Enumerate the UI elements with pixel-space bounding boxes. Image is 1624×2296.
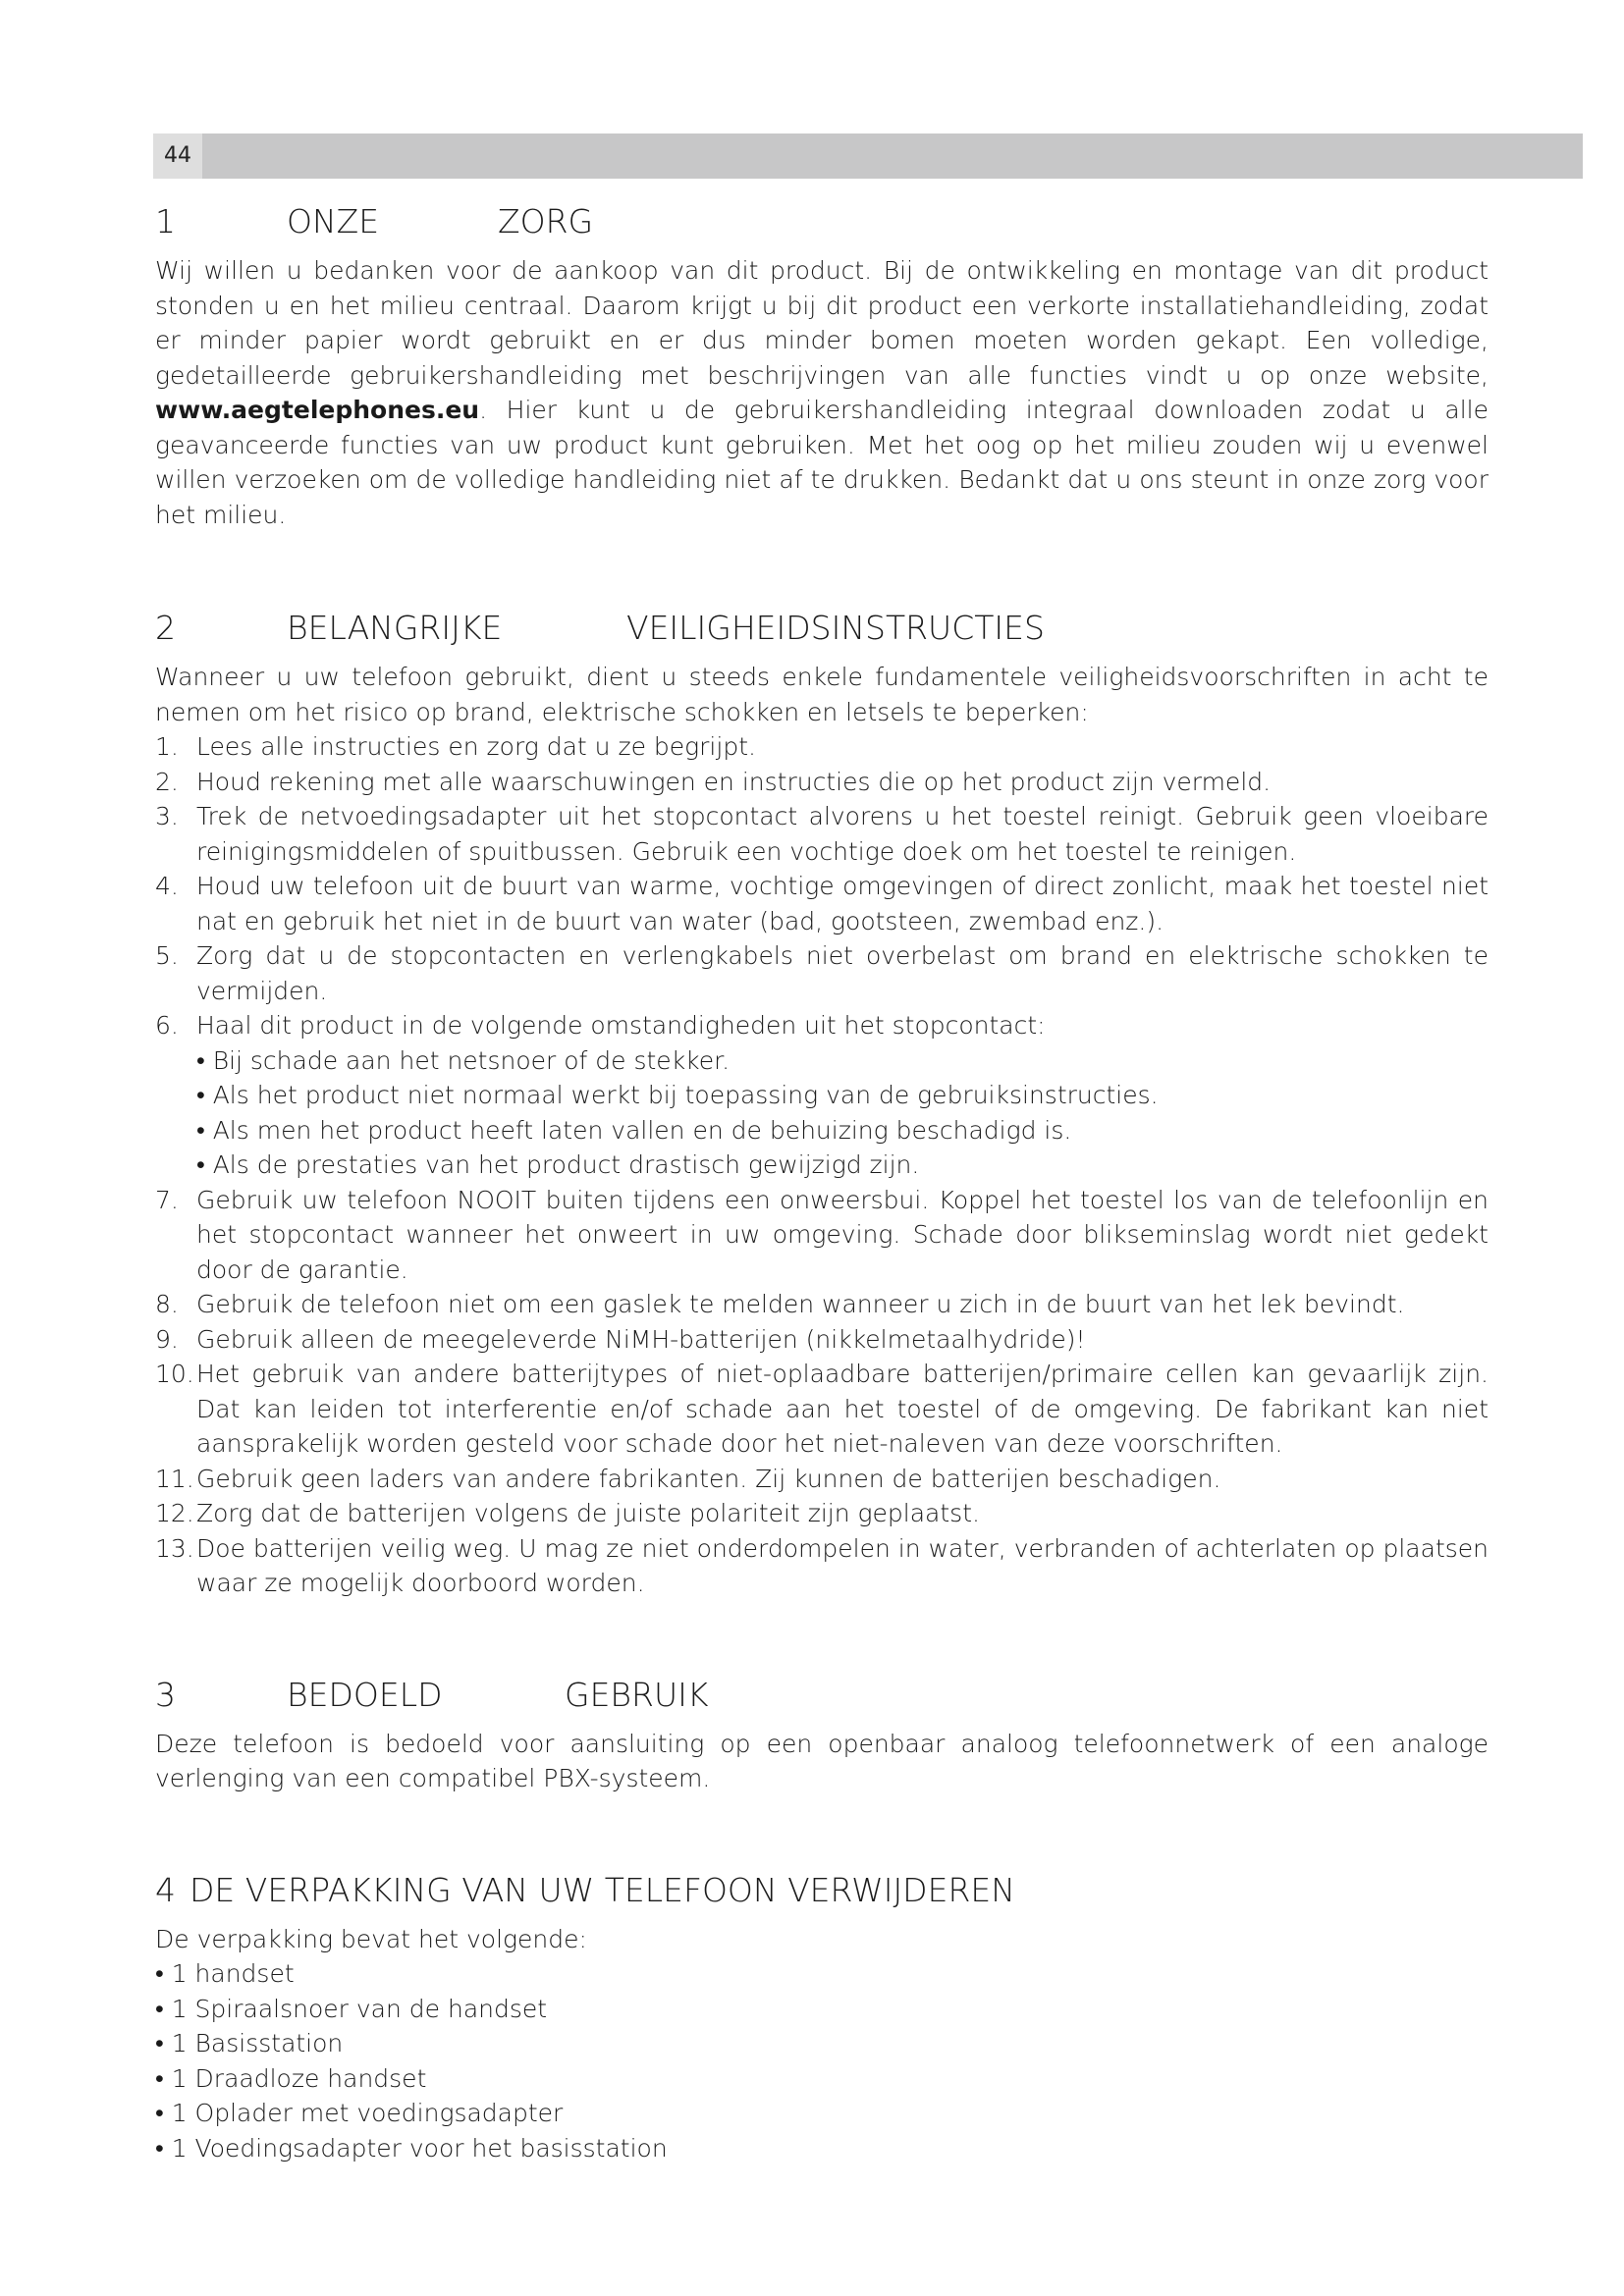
list-item: • 1 handset [155,1959,295,1988]
list-item [155,938,1489,1008]
section-spacer [155,1601,1489,1672]
item-text: Houd uw telefoon uit de buurt van warme, vochtige omgevingen of direct zonlicht, maak het toestel niet nat en gebruik het niet in de buurt van water (bad, gootsteen, zwembad enz.). [196,872,1489,935]
item-text: Zorg dat de batterijen volgens de juiste polariteit zijn geplaatst. [196,1499,980,1527]
item-text: Het gebruik van andere batterijtypes of niet-oplaadbare batterijen/primaire cellen kan gevaarlijk zijn. Dat kan leiden tot interferentie en/of schade aan het toestel of de omgeving. De fabrikant kan niet aansprakelijk worden gesteld voor schade door het niet-naleven van deze voorschriften. [196,1360,1489,1458]
item-number: 6. [155,1011,179,1040]
item-number: 13. [155,1533,194,1563]
section-title-word: GEBRUIK [565,1675,709,1714]
list-item: • 1 Draadloze handset [155,2063,427,2093]
section-number: 4 [155,1870,176,1909]
paragraph-text: . Hier kunt u de gebruikershandleiding integraal downloaden zodat u alle geavanceerde functies van uw product kunt gebruiken. Met het oog op het milieu zouden wij u evenwel willen verzoeken om de volledige handleiding niet af te drukken. Bedankt dat u ons steunt in onze zorg voor het milieu. [155,396,1489,529]
item-number: 11. [155,1464,194,1493]
intended-use-paragraph: Deze telefoon is bedoeld voor aansluiting op een openbaar analoog telefoonnetwerk of een analoge verlenging van een compatibel PBX-systeem. [155,1729,1489,1792]
list-item: • 1 Oplader met voedingsadapter [155,2099,564,2127]
item-text: Trek de netvoedingsadapter uit het stopcontact alvorens u het toestel reinigt. Gebruik geen vloeibare reinigingsmiddelen of spuitbussen. Gebruik een vochtige doek om het toestel te reinigen. [196,802,1489,866]
item-text: Gebruik uw telefoon NOOIT buiten tijdens een onweersbui. Koppel het toestel los van de telefoonlijn en het stopcontact wanneer het onweert in uw omgeving. Schade door blikseminslag wordt niet gedekt door de garantie. [196,1185,1489,1284]
package-contents-list [155,1956,1489,2165]
list-item [155,1496,1489,1531]
item-number: 3. [155,802,179,830]
list-item [155,1357,1489,1462]
section-title [155,198,1489,245]
list-item [155,1287,1489,1322]
section-number: 1 [155,202,176,240]
sub-list-item: • Als het product niet normaal werkt bij toepassing van de gebruiksinstructies. [196,1081,1159,1109]
list-item [155,1183,1489,1288]
section-title-text: DE VERPAKKING VAN UW TELEFOON VERWIJDEREN [189,1870,1015,1909]
item-text: Gebruik de telefoon niet om een gaslek te melden wanneer u zich in de buurt van het lek bevindt. [196,1290,1405,1318]
intro-paragraph [155,253,1489,532]
item-number: 10. [155,1360,194,1388]
safety-intro: Wanneer u uw telefoon gebruikt, dient u steeds enkele fundamentele veiligheidsvoorschriften in acht te nemen om het risico op brand, elektrische schokken en letsels te beperken: [155,663,1489,726]
list-item [155,799,1489,869]
list-item [155,869,1489,938]
sub-list-item: • Als men het product heeft laten vallen en de behuizing beschadigd is. [196,1115,1072,1145]
item-number: 5. [155,941,179,970]
list-item [155,1322,1489,1358]
item-text: Doe batterijen veilig weg. U mag ze niet onderdompelen in water, verbranden of achterlaten op plaatsen waar ze mogelijk doorboord worden. [196,1533,1489,1597]
package-intro: De verpakking bevat het volgende: [155,1924,587,1953]
item-number: 4. [155,872,179,900]
section-veiligheidsinstructies [155,605,1489,1601]
list-item: • 1 Basisstation [155,2029,344,2057]
list-item: • 1 Spiraalsnoer van de handset [155,1994,548,2023]
list-item [155,1008,1489,1183]
section-title-word: BELANGRIJKE [287,609,503,647]
item-text: Houd rekening met alle waarschuwingen en instructies die op het product zijn vermeld. [196,767,1272,796]
item-number: 9. [155,1324,179,1354]
list-item [155,1531,1489,1601]
section-title-word: ZORG [498,202,594,240]
item-text: Haal dit product in de volgende omstandigheden uit het stopcontact: [196,1011,1046,1040]
section-spacer [155,532,1489,605]
section-spacer [155,1796,1489,1867]
section-bedoeld-gebruik [155,1672,1489,1796]
sub-bullet-list [196,1043,1489,1183]
sub-list-item: • Bij schade aan het netsnoer of de stekker. [196,1045,731,1075]
item-number: 8. [155,1290,179,1318]
list-item [155,729,1489,765]
item-text: Lees alle instructies en zorg dat u ze begrijpt. [196,732,756,761]
safety-instruction-list [155,729,1489,1601]
page-content [155,198,1489,2165]
item-number: 12. [155,1499,194,1527]
section-onze-zorg [155,198,1489,532]
item-number: 1. [155,732,179,761]
section-verpakking [155,1867,1489,2166]
paragraph-text: Wij willen u bedanken voor de aankoop van dit product. Bij de ontwikkeling en montage van dit product stonden u en het milieu centraal. Daarom krijgt u bij dit product een verkorte installatiehandleiding, zodat er minder papier wordt gebruikt en er dus minder bomen moeten worden gekapt. Een volledige, gedetailleerde gebruikershandleiding met beschrijvingen van alle functies vindt u op onze website, [155,256,1489,390]
list-item [155,765,1489,800]
item-number: 2. [155,767,179,796]
section-title [155,1672,1489,1719]
section-title [155,1867,1489,1914]
list-item [155,1462,1489,1497]
section-title [155,605,1489,652]
section-title-word: ONZE [287,202,380,240]
item-text: Gebruik geen laders van andere fabrikanten. Zij kunnen de batterijen beschadigen. [196,1464,1221,1493]
item-text: Gebruik alleen de meegeleverde NiMH-batterijen (nikkelmetaalhydride)! [196,1324,1086,1354]
sub-list-item: • Als de prestaties van het product drastisch gewijzigd zijn. [196,1150,920,1179]
section-number: 3 [155,1675,176,1714]
section-number: 2 [155,609,176,647]
website-link[interactable]: www.aegtelephones.eu [155,396,480,424]
section-title-word: VEILIGHEIDSINSTRUCTIES [626,609,1045,647]
section-title-word: BEDOELD [287,1675,443,1714]
page-number: 44 [153,133,202,179]
item-number: 7. [155,1185,179,1214]
page-header-bar [153,133,1583,179]
item-text: Zorg dat u de stopcontacten en verlengkabels niet overbelast om brand en elektrische schokken te vermijden. [196,941,1489,1005]
list-item: • 1 Voedingsadapter voor het basisstation [155,2133,668,2163]
